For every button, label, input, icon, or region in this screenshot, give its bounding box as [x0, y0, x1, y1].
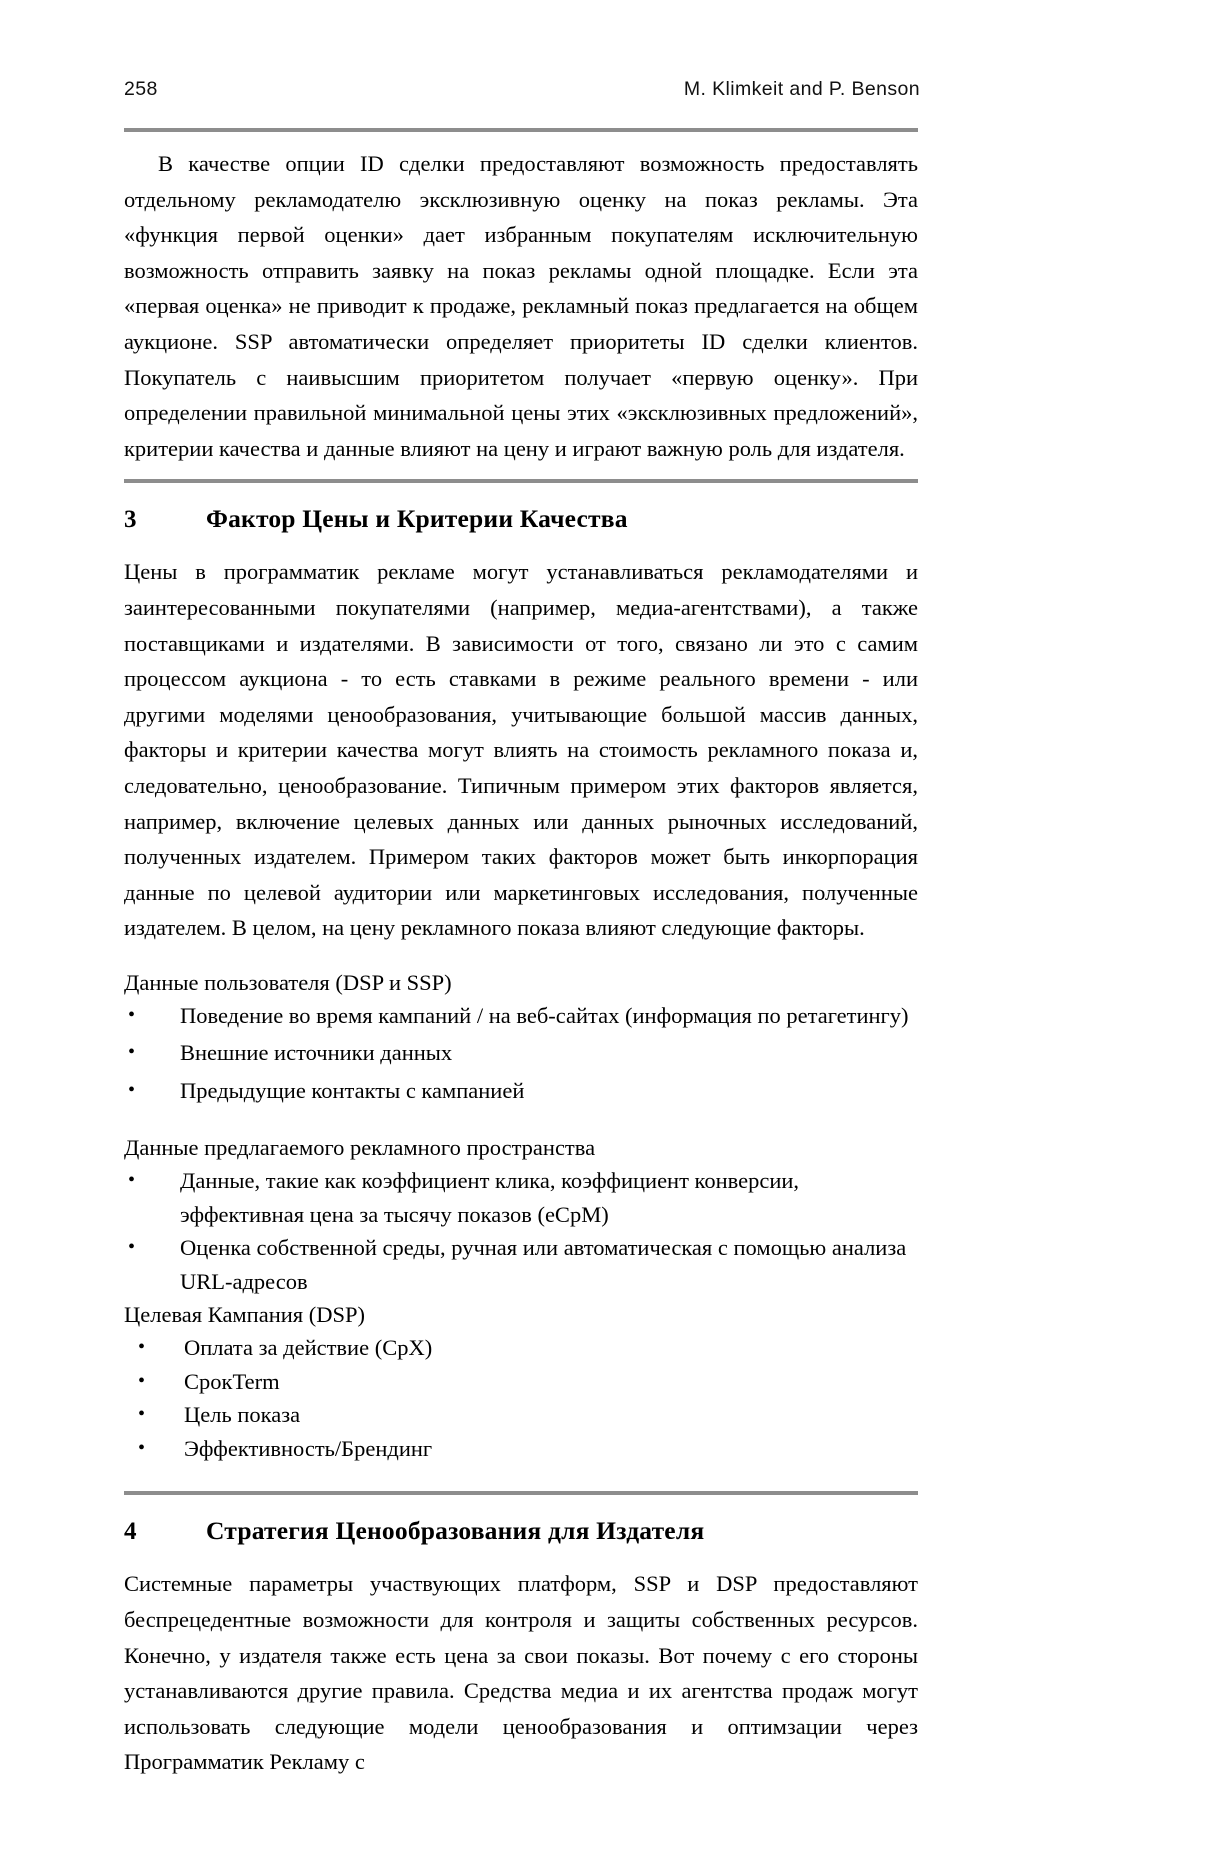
- page-number: 258: [124, 78, 158, 100]
- list-item: [124, 1331, 918, 1365]
- section3-title: Фактор Цены и Критерии Качества: [206, 504, 628, 534]
- section3-paragraph: Цены в программатик рекламе могут устанавливаться рекламодателями и заинтересованными покупателями (например, медиа-агентствами), а также поставщиками и издателями. В зависимости от того, связано ли это с самим процессом аукциона - то есть ставками в режиме реального времени - или другими моделями ценообразования, учитывающие большой массив данных, факторы и критерии качества могут влиять на стоимость рекламного показа и, следовательно, ценообразование. Типичным примером этих факторов является, например, включение целевых данных или данных рыночных исследований, полученных издателем. Примером таких факторов может быть инкорпорация данные по целевой аудитории или маркетинговых исследования, полученные издателем. В целом, на цену рекламного показа влияют следующие факторы.: [124, 559, 918, 941]
- page-content: [124, 128, 918, 1780]
- list-item: [124, 999, 918, 1033]
- list-item: [124, 1164, 918, 1231]
- list-item: [124, 1365, 918, 1399]
- bullet-icon: •: [138, 1436, 146, 1459]
- list-item-text: Предыдущие контакты с кампанией: [180, 1077, 525, 1103]
- section3-paragraph-block: [124, 554, 918, 946]
- list-inventory-data: [124, 1164, 918, 1298]
- spacer: [124, 466, 918, 479]
- section4-heading: [124, 1495, 918, 1552]
- section4-number: 4: [124, 1518, 137, 1546]
- list-item: [124, 1036, 918, 1070]
- spacer: [124, 1465, 918, 1491]
- list-item-text: Эффективность/Брендинг: [184, 1435, 433, 1461]
- list-label-inventory-data: Данные предлагаемого рекламного пространства: [124, 1135, 596, 1161]
- list-target-campaign: [124, 1331, 918, 1465]
- spacer: [124, 1111, 918, 1131]
- list-item: [124, 1074, 918, 1108]
- bullet-icon: •: [138, 1369, 146, 1392]
- bullet-icon: •: [128, 1041, 136, 1064]
- bullet-icon: •: [128, 1236, 136, 1259]
- list-item-text: Данные, такие как коэффициент клика, коэффициент конверсии, эффективная цена за тысячу показов (eCpM): [180, 1168, 800, 1227]
- bullet-icon: •: [138, 1403, 146, 1426]
- list-item-text: Оплата за действие (CpX): [184, 1335, 433, 1361]
- intro-paragraph: В качестве опции ID сделки предоставляют возможность предоставлять отдельному рекламодателю эксклюзивную оценку на показ рекламы. Эта «функция первой оценки» дает избранным покупателям исключительную возможность отправить заявку на показ рекламы одной площадке. Если эта «первая оценка» не приводит к продаже, рекламный показ предлагается на общем аукционе. SSP автоматически определяет приоритеты ID сделки клиентов. Покупатель с наивысшим приоритетом получает «первую оценку». При определении правильной минимальной цены этих «эксклюзивных предложений», критерии качества и данные влияют на цену и играют важную роль для издателя.: [124, 151, 918, 461]
- header-rule: [124, 128, 918, 132]
- bullet-icon: •: [128, 1169, 136, 1192]
- section4-paragraph: Системные параметры участвующих платформ, SSP и DSP предоставляют беспрецедентные возможности для контроля и защиты собственных ресурсов. Конечно, у издателя также есть цена за свои показы. Вот почему с его стороны устанавливаются другие правила. Средства медиа и их агентства продаж могут использовать следующие модели ценообразования и оптимзации через Программатик Рекламу с: [124, 1571, 918, 1775]
- running-head: [124, 78, 920, 101]
- list-item-text: Цель показа: [184, 1402, 301, 1428]
- spacer: [124, 946, 918, 966]
- section4-title: Стратегия Ценообразования для Издателя: [206, 1516, 705, 1546]
- running-head-authors: M. Klimkeit and P. Benson: [683, 78, 920, 100]
- list-item-text: Оценка собственной среды, ручная или автоматическая с помощью анализа URL-адресов: [180, 1235, 907, 1294]
- list-label-target-campaign: Целевая Кампания (DSP): [124, 1302, 366, 1328]
- section4-paragraph-block: [124, 1566, 918, 1780]
- list-item: [124, 1398, 918, 1432]
- bullet-icon: •: [138, 1336, 146, 1359]
- list-item: [124, 1231, 918, 1298]
- list-item: [124, 1432, 918, 1466]
- intro-paragraph-block: [124, 146, 918, 466]
- list-label-user-data: Данные пользователя (DSP и SSP): [124, 969, 452, 995]
- section3-number: 3: [124, 506, 137, 534]
- section3-heading: [124, 483, 918, 540]
- list-item-text: Поведение во время кампаний / на веб-сайтах (информация по ретагетингу): [180, 1002, 909, 1028]
- bullet-icon: •: [128, 1078, 136, 1101]
- list-user-data: [124, 999, 918, 1108]
- list-item-text: Внешние источники данных: [180, 1040, 453, 1066]
- list-item-text: СрокTerm: [184, 1368, 280, 1394]
- bullet-icon: •: [128, 1003, 136, 1026]
